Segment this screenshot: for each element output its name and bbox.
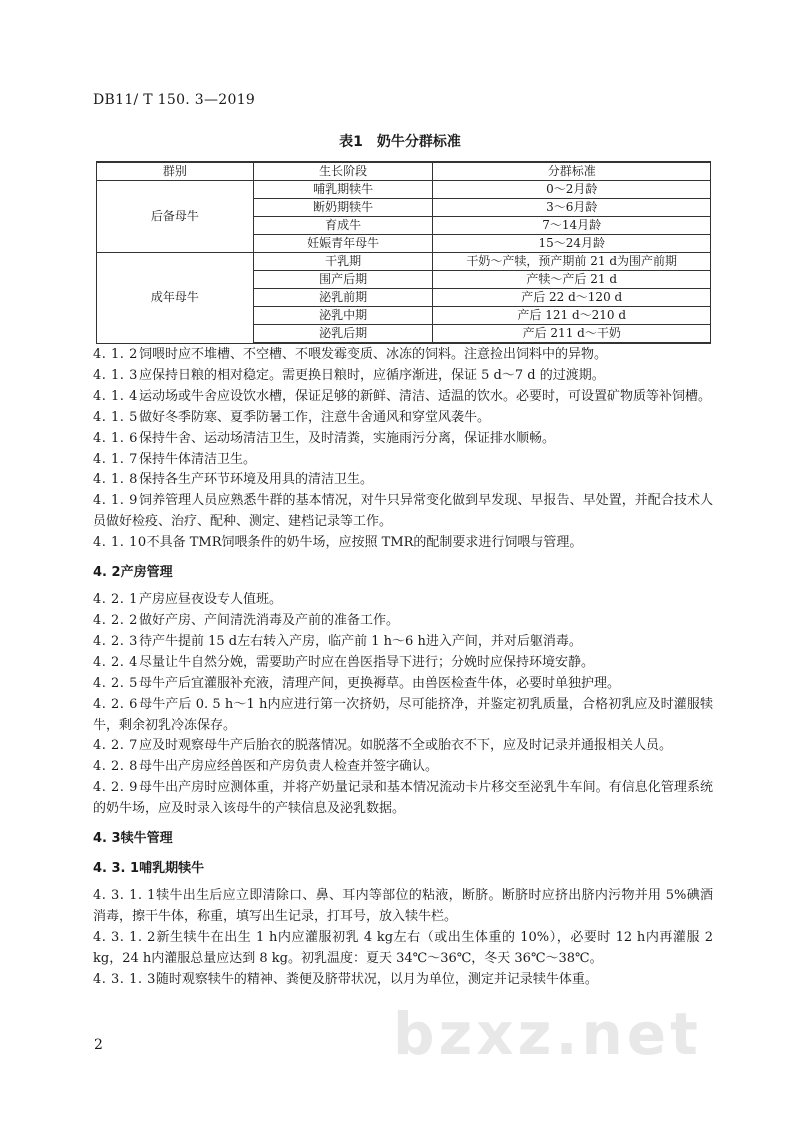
column-header: 分群标准 (433, 162, 711, 181)
stage-cell: 育成牛 (253, 217, 433, 235)
clause-number: 4. 2 (93, 565, 121, 581)
column-header: 群别 (97, 162, 254, 181)
clause-number: 4. 1. 2 (93, 347, 138, 362)
clause-number: 4. 3. 1 (93, 861, 140, 877)
clause-text: 哺乳期犊牛 (139, 861, 205, 877)
clause-paragraph (93, 695, 713, 737)
clause-paragraph (93, 533, 713, 554)
clause-number: 4. 1. 10 (93, 535, 147, 551)
standard-cell: 产后 211 d～干奶 (433, 325, 711, 344)
standard-cell: 产后 121 d～210 d (433, 307, 711, 325)
standard-cell: 15～24月龄 (433, 235, 711, 253)
clause-number: 4. 2. 4 (93, 654, 138, 670)
clause-paragraph (93, 757, 713, 778)
clause-number: 4. 1. 6 (93, 430, 138, 446)
clause-paragraph (93, 590, 713, 611)
clause-text: 做好产房、产间清洗消毒及产前的准备工作。 (139, 612, 400, 628)
clause-text: 保持各生产环节环境及用具的清洁卫生。 (139, 472, 374, 488)
standard-cell: 3～6月龄 (433, 199, 711, 217)
clause-number: 4. 1. 3 (93, 367, 138, 383)
clause-number: 4. 2. 9 (93, 780, 138, 796)
clause-number: 4. 2. 5 (93, 675, 138, 691)
clause-number: 4. 1. 7 (93, 451, 138, 467)
standard-cell: 干奶～产犊，预产期前 21 d为围产前期 (433, 253, 711, 271)
clause-paragraph (93, 970, 713, 991)
clause-paragraph (93, 387, 713, 408)
clause-text: 饲养管理人员应熟悉牛群的基本情况，对牛只异常变化做到早发现、早报告、早处置，并配合技术人员做好检疫、治疗、配种、测定、建档记录等工作。 (93, 493, 713, 530)
clause-paragraph (93, 611, 713, 632)
stage-cell: 哺乳期犊牛 (253, 181, 433, 199)
clause-number: 4. 1. 4 (93, 388, 138, 404)
clause-number: 4. 3. 1. 2 (93, 929, 156, 945)
group-name-cell: 成年母牛 (97, 253, 254, 344)
clause-number: 4. 1. 8 (93, 472, 138, 488)
stage-cell: 围产后期 (253, 271, 433, 289)
clause-number: 4. 2. 8 (93, 759, 138, 775)
clause-paragraph (93, 450, 713, 471)
standard-cell: 产后 22 d～120 d (433, 289, 711, 307)
clause-text: 尽量让牛自然分娩，需要助产时应在兽医指导下进行；分娩时应保持环境安静。 (139, 654, 595, 670)
clause-text: 待产牛提前 15 d左右转入产房，临产前 1 h～6 h进入产间，并对后躯消毒。 (139, 633, 582, 649)
clause-text: 保持牛体清洁卫生。 (139, 451, 257, 467)
table-title: 表1 奶牛分群标准 (339, 134, 461, 150)
clause-paragraph (93, 674, 713, 695)
clause-number: 4. 1. 9 (93, 493, 138, 509)
clause-paragraph (93, 470, 713, 491)
document-body (93, 345, 713, 991)
clause-number: 4. 2. 7 (93, 738, 138, 754)
clause-text: 犊牛出生后应立即清除口、鼻、耳内等部位的粘液，断脐。断脐时应挤出脐内污物并用 5%碘酒消毒，擦干牛体，称重，填写出生记录，打耳号，放入犊牛栏。 (93, 888, 713, 924)
clause-text: 不具备 TMR饲喂条件的奶牛场，应按照 TMR的配制要求进行饲喂与管理。 (146, 535, 583, 551)
clause-paragraph (93, 928, 713, 970)
clause-text: 母牛出产房应经兽医和产房负责人检查并签字确认。 (139, 759, 439, 775)
clause-text: 母牛产后宜灌服补充液，清理产间，更换褥草。由兽医检查牛体，必要时单独护理。 (139, 675, 621, 691)
clause-paragraph (93, 429, 713, 450)
stage-cell: 妊娠青年母牛 (253, 235, 433, 253)
clause-number: 4. 2. 3 (93, 633, 138, 649)
clause-text: 饲喂时应不堆槽、不空槽、不喂发霉变质、冰冻的饲料。注意捡出饲料中的异物。 (139, 347, 608, 362)
clause-paragraph (93, 491, 713, 533)
clause-text: 运动场或牛舍应设饮水槽，保证足够的新鲜、清洁、适温的饮水。必要时，可设置矿物质等补饲槽。 (139, 388, 712, 404)
clause-number: 4. 3. 1. 1 (93, 888, 156, 904)
clause-paragraph (93, 736, 713, 757)
standard-cell: 产犊～产后 21 d (433, 271, 711, 289)
clause-number: 4. 3 (93, 831, 121, 847)
stage-cell: 断奶期犊牛 (253, 199, 433, 217)
clause-paragraph (93, 886, 713, 928)
clause-text: 产房管理 (120, 565, 173, 581)
group-name-cell: 后备母牛 (97, 181, 254, 253)
section-heading (93, 562, 713, 584)
watermark: bzxz.net (393, 1000, 702, 1068)
clause-text: 做好冬季防寒、夏季防暑工作，注意牛舍通风和穿堂风袭牛。 (139, 409, 491, 425)
clause-text: 母牛产后 0. 5 h～1 h内应进行第一次挤奶，尽可能挤净，并鉴定初乳质量，合格初乳应及时灌服犊牛，剩余初乳冷冻保存。 (93, 696, 713, 733)
clause-text: 随时观察犊牛的精神、粪便及脐带状况，以月为单位，测定并记录犊牛体重。 (155, 971, 598, 987)
clause-paragraph (93, 653, 713, 674)
clause-paragraph (93, 366, 713, 387)
clause-paragraph (93, 632, 713, 653)
clause-text: 犊牛管理 (120, 831, 173, 847)
table-row (97, 181, 711, 199)
standard-cell: 7～14月龄 (433, 217, 711, 235)
clause-paragraph (93, 345, 713, 366)
standard-cell: 0～2月龄 (433, 181, 711, 199)
clause-text: 母牛出产房时应测体重，并将产奶量记录和基本情况流动卡片移交至泌乳牛车间。有信息化管理系统的奶牛场，应及时录入该母牛的产犊信息及泌乳数据。 (93, 780, 713, 817)
clause-number: 4. 2. 1 (93, 592, 138, 608)
column-header: 生长阶段 (253, 162, 433, 181)
table-header-row (97, 162, 711, 181)
table-row (97, 253, 711, 271)
clause-number: 4. 3. 1. 3 (93, 971, 156, 987)
herd-grouping-table (96, 161, 711, 344)
clause-paragraph (93, 408, 713, 429)
clause-text: 新生犊牛在出生 1 h内应灌服初乳 4 kg左右（或出生体重的 10%），必要时 12 h内再灌服 2 kg，24 h内灌服总量应达到 8 kg。初乳温度：夏天 34℃～36℃，冬天 36℃～38℃。 (93, 929, 713, 966)
subsection-heading (93, 858, 713, 880)
clause-text: 应及时观察母牛产后胎衣的脱落情况。如脱落不全或胎衣不下，应及时记录并通报相关人员。 (139, 738, 673, 754)
clause-number: 4. 1. 5 (93, 409, 138, 425)
clause-text: 产房应昼夜设专人值班。 (139, 592, 283, 608)
standard-code: DB11/ T 150. 3—2019 (93, 92, 256, 108)
clause-text: 保持牛舍、运动场清洁卫生，及时清粪，实施雨污分离，保证排水顺畅。 (139, 430, 556, 446)
clause-number: 4. 2. 6 (93, 696, 138, 712)
clause-number: 4. 2. 2 (93, 612, 138, 628)
stage-cell: 泌乳前期 (253, 289, 433, 307)
page-number: 2 (94, 1037, 103, 1053)
clause-paragraph (93, 778, 713, 820)
stage-cell: 干乳期 (253, 253, 433, 271)
clause-text: 应保持日粮的相对稳定。需更换日粮时，应循序渐进，保证 5 d～7 d 的过渡期。 (139, 367, 605, 383)
stage-cell: 泌乳后期 (253, 325, 433, 344)
section-heading (93, 828, 713, 850)
stage-cell: 泌乳中期 (253, 307, 433, 325)
